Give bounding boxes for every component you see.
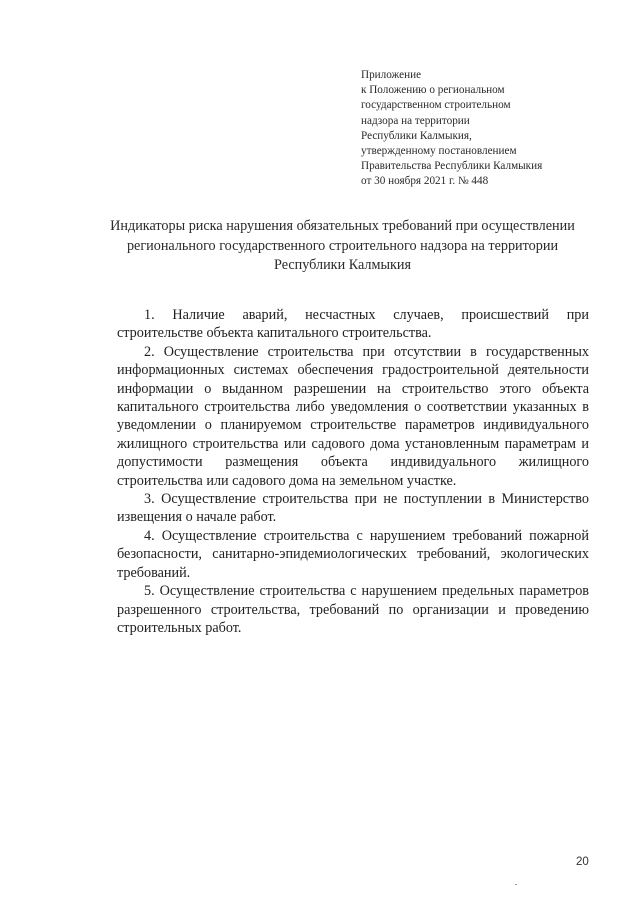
item-line: строительства или садового дома на земельном участке. xyxy=(117,472,457,489)
scan-speck xyxy=(515,884,517,885)
item-line: разрешенного строительства, требований по организации и проведению xyxy=(117,601,589,618)
item-line: информационных системах обеспечения градостроительной деятельности xyxy=(117,362,589,379)
appendix-line: к Положению о региональном xyxy=(361,84,505,97)
item-line: извещения о начале работ. xyxy=(117,509,277,526)
appendix-line: Правительства Республики Калмыкия xyxy=(361,160,543,173)
item-line: уведомлении о планируемом строительстве параметров индивидуального xyxy=(117,417,589,434)
appendix-line: надзора на территории xyxy=(361,114,470,127)
document-title xyxy=(80,217,605,276)
item-line: 1. Наличие аварий, несчастных случаев, происшествий при xyxy=(144,307,589,323)
item-line: 4. Осуществление строительства с нарушением требований пожарной xyxy=(144,527,589,544)
title-line: Республики Калмыкия xyxy=(273,257,412,273)
appendix-line: от 30 ноября 2021 г. № 448 xyxy=(361,175,489,188)
page-number: 20 xyxy=(576,856,589,868)
indicator-item-2 xyxy=(117,343,589,490)
item-line: безопасности, санитарно-эпидемиологических требований, экологических xyxy=(117,546,589,563)
indicator-item-4 xyxy=(117,527,589,582)
title-line: регионального государственного строительного надзора на территории xyxy=(126,237,559,254)
indicator-item-3 xyxy=(117,490,589,527)
item-line: 2. Осуществление строительства при отсутствии в государственных xyxy=(144,343,589,360)
title-line: Индикаторы риска нарушения обязательных требований при осуществлении xyxy=(110,218,575,234)
item-line: капитального строительства либо уведомления о соответствии указанных в xyxy=(117,399,589,416)
indicator-item-5 xyxy=(117,582,589,637)
item-line: требований. xyxy=(117,564,191,581)
item-line: 5. Осуществление строительства с нарушением предельных параметров xyxy=(144,583,589,600)
appendix-header xyxy=(361,68,621,190)
appendix-line: Республики Калмыкия, xyxy=(361,129,472,142)
item-line: 3. Осуществление строительства при не поступлении в Министерство xyxy=(144,491,589,508)
item-line: жилищного строительства или садового дома установленным параметрам и xyxy=(117,435,589,452)
appendix-line: государственном строительном xyxy=(361,99,511,112)
indicator-item-1 xyxy=(117,306,589,343)
document-body xyxy=(117,306,589,637)
appendix-line: Приложение xyxy=(361,69,422,81)
item-line: строительстве объекта капитального строительства. xyxy=(117,325,432,342)
appendix-line: утвержденному постановлением xyxy=(361,145,517,158)
item-line: строительных работ. xyxy=(117,619,242,636)
item-line: информации о выданном разрешении на строительство этого объекта xyxy=(117,380,589,397)
item-line: допустимости размещения объекта индивидуального жилищного xyxy=(117,454,589,471)
